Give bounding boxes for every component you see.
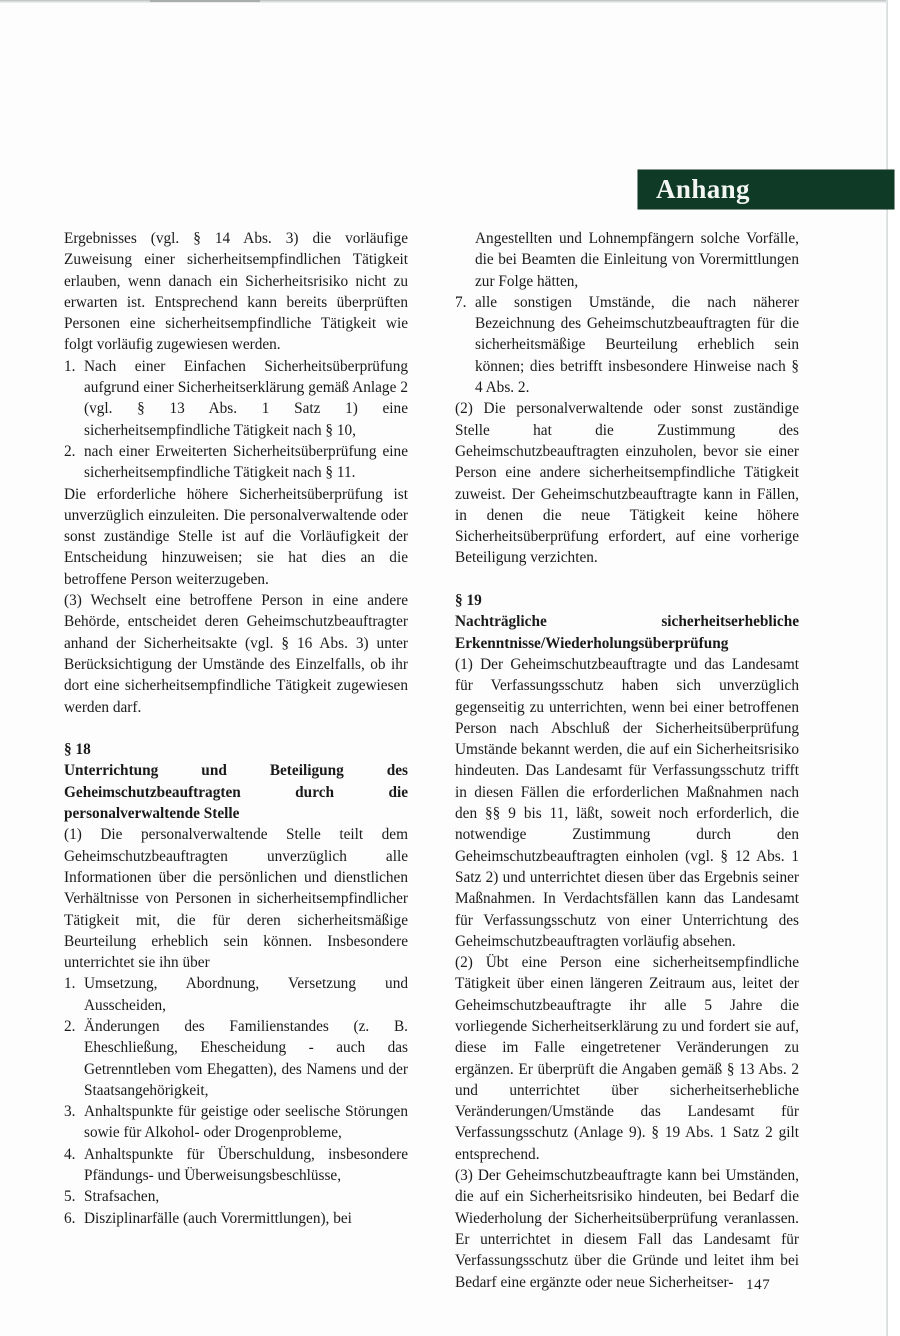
list-item-number: 3. [64, 1103, 76, 1121]
list-item-number: 6. [64, 1209, 76, 1227]
numbered-list-item [455, 292, 799, 398]
scan-edge-top [0, 0, 900, 3]
section-heading: Nachträgliche sicherheitserhebliche Erkenntnisse/Wiederholungsüberprüfung [455, 613, 799, 652]
list-item-number: 5. [64, 1188, 76, 1206]
numbered-list-item [64, 356, 408, 441]
column-left [64, 228, 408, 1229]
paragraph: (2) Die personalverwaltende oder sonst zuständige Stelle hat die Zustimmung des Geheimschutzbeauftragten einzuholen, bevor sie einer Person eine andere sicherheitsempfindliche Tätigkeit zuweist. Der Geheimschutzbeauftragte kann in Fällen, in denen die neue Tätigkeit keine höhere Sicherheitsüberprüfung erfordert, auf eine vorherige Beteiligung verzichten. [455, 400, 799, 567]
paragraph: Die erforderliche höhere Sicherheitsüberprüfung ist unverzüglich einzuleiten. Die personalverwaltende oder sonst zuständige Stelle ist auf die Vorläufigkeit der Entscheidung hinzuweisen; sie hat dies an die betroffene Person weiterzugeben. [64, 485, 408, 588]
list-item-number: 2. [64, 1017, 76, 1035]
list-item-text: nach einer Erweiterten Sicherheitsüberprüfung eine sicherheitsempfindliche Tätigkeit nach § 11. [84, 442, 408, 482]
paragraph-continuation: Angestellten und Lohnempfängern solche Vorfälle, die bei Beamten die Einleitung von Vorermittlungen zur Folge hätten, [475, 230, 799, 290]
paragraph: (1) Die personalverwaltende Stelle teilt dem Geheimschutzbeauftragten unverzüglich alle Informationen über die persönlichen und dienstlichen Verhältnisse von Personen in sicherheitsempfindlicher Tätigkeit mit, die für deren sicherheitsmäßige Beurteilung erheblich sein können. Insbesondere unterrichtet sie ihn über [64, 826, 408, 972]
numbered-list-item [64, 441, 408, 484]
page-title: Anhang [656, 174, 750, 204]
list-item-text: Umsetzung, Abordnung, Versetzung und Ausscheiden, [84, 975, 408, 1014]
section-banner [638, 170, 894, 209]
list-item-number: 4. [64, 1145, 76, 1163]
paragraph-spacer [455, 569, 799, 590]
list-item-number: 1. [64, 975, 76, 993]
page-number: 147 [746, 1277, 771, 1293]
list-item-number: 7. [455, 293, 467, 311]
numbered-list-item [64, 1144, 408, 1187]
list-item-text: Änderungen des Familienstandes (z. B. Eheschließung, Ehescheidung - auch das Getrenntleben vom Ehegatten), des Namens und der Staatsangehörigkeit, [84, 1017, 408, 1099]
list-item-number: 2. [64, 442, 76, 460]
numbered-list-item [64, 1208, 408, 1229]
numbered-list-item [64, 973, 408, 1016]
numbered-list-item [64, 1186, 408, 1207]
numbered-list-item [64, 1101, 408, 1144]
list-item-text: Anhaltspunkte für Überschuldung, insbesondere Pfändungs- und Überweisungsbeschlüsse, [84, 1145, 408, 1185]
list-item-number: 1. [64, 357, 76, 375]
column-right [455, 228, 799, 1293]
paragraph: Ergebnisses (vgl. § 14 Abs. 3) die vorläufige Zuweisung einer sicherheitsempfindlichen Tätigkeit erlauben, wenn danach ein Sicherheitsrisiko nicht zu erwarten ist. Entsprechend kann bereits überprüften Personen eine sicherheitsempfindliche Tätigkeit wie folgt vorläufig zugewiesen werden. [64, 230, 408, 354]
numbered-list-item [64, 1016, 408, 1101]
section-heading: § 19 [455, 592, 482, 610]
list-item-text: Disziplinarfälle (auch Vorermittlungen), bei [84, 1209, 352, 1227]
list-item-text: alle sonstigen Umstände, die nach näherer Bezeichnung des Geheimschutzbeauftragten für die sicherheitsmäßige Beurteilung erheblich sein können; dies betrifft insbesondere Hinweise nach § 4 Abs. 2. [475, 293, 799, 397]
section-heading: § 18 [64, 741, 91, 759]
paragraph: (3) Der Geheimschutzbeauftragte kann bei Umständen, die auf ein Sicherheitsrisiko hindeuten, bei Bedarf die Wiederholung der Sicherheitsüberprüfung veranlassen. Er unterrichtet in diesem Fall das Landesamt für Verfassungsschutz über die Gründe und leitet ihm bei Bedarf eine ergänzte oder neue Sicherheitser- [455, 1167, 799, 1291]
list-item-text: Strafsachen, [84, 1188, 160, 1206]
paragraph: (3) Wechselt eine betroffene Person in eine andere Behörde, entscheidet deren Geheimschutzbeauftragter anhand der Sicherheitsakte (vgl. § 16 Abs. 3) unter Berücksichtigung der Umstände des Einzelfalls, ob ihr dort eine sicherheitsempfindliche Tätigkeit zugewiesen werden darf. [64, 592, 408, 716]
paragraph-spacer [64, 718, 408, 739]
section-heading: Unterrichtung und Beteiligung des Geheimschutzbeauftragten durch die personalverwaltende Stelle [64, 762, 408, 823]
paragraph: (1) Der Geheimschutzbeauftragte und das Landesamt für Verfassungsschutz haben sich unverzüglich gegenseitig zu unterrichten, wenn bei einer betroffenen Person nach Abschluß der Sicherheitsüberprüfung Umstände bekannt werden, die auf ein Sicherheitsrisiko hindeuten. Das Landesamt für Verfassungsschutz trifft in diesen Fällen die erforderlichen Maßnahmen nach den §§ 9 bis 11, läßt, soweit noch erforderlich, die notwendige Zustimmung durch den Geheimschutzbeauftragten einholen (vgl. § 12 Abs. 1 Satz 2) und unterrichtet diesen über das Ergebnis seiner Maßnahmen. In Verdachtsfällen kann das Landesamt für Verfassungsschutz von einer Unterrichtung des Geheimschutzbeauftragten vorläufig absehen. [455, 655, 799, 950]
paragraph: (2) Übt eine Person eine sicherheitsempfindliche Tätigkeit über einen längeren Zeitraum aus, leitet der Geheimschutzbeauftragte ihr alle 5 Jahre die vorliegende Sicherheitserklärung zu und fordert sie auf, diese im Falle eingetretener Veränderungen zu ergänzen. Er überprüft die Angaben gemäß § 13 Abs. 2 und unterrichtet über sicherheitserhebliche Veränderungen/Umstände das Landesamt für Verfassungsschutz (Anlage 9). § 19 Abs. 1 Satz 2 gilt entsprechend. [455, 954, 799, 1163]
list-item-text: Nach einer Einfachen Sicherheitsüberprüfung aufgrund einer Sicherheitserklärung gemäß Anlage 2 (vgl. § 13 Abs. 1 Satz 1) eine sicherheitsempfindliche Tätigkeit nach § 10, [84, 357, 408, 439]
list-item-text: Anhaltspunkte für geistige oder seelische Störungen sowie für Alkohol- oder Drogenprobleme, [84, 1103, 408, 1142]
scan-edge-top-mark [150, 0, 260, 2]
